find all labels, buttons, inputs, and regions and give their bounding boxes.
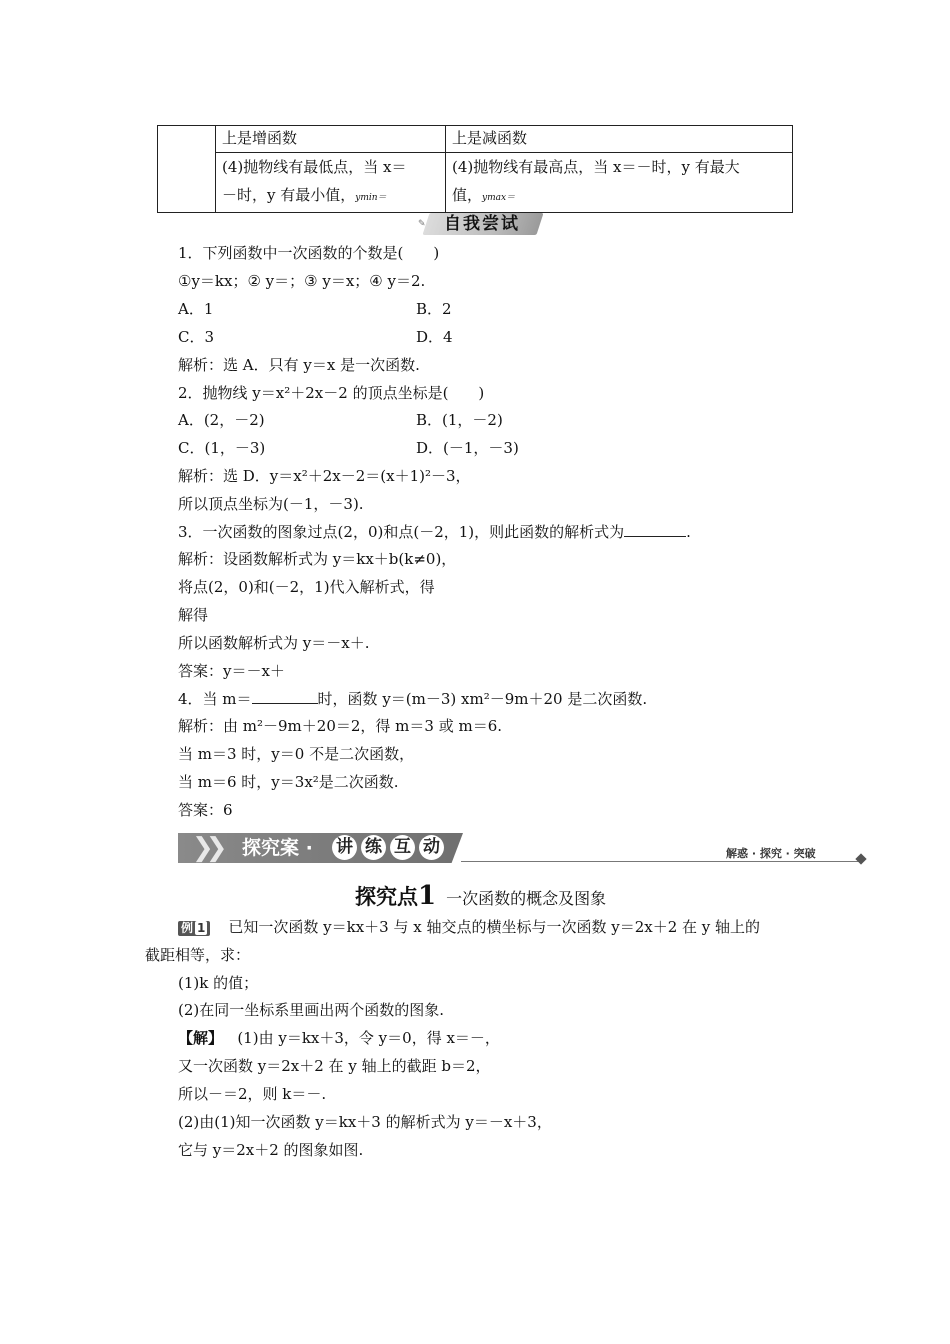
max-text-line2: 值， [452,186,483,204]
ymin-label: ymin＝ [355,193,387,203]
example-tag [178,921,210,936]
example-1-part1: (1)k 的值； [178,974,259,992]
q3-solution-line1: 解析：设函数解析式为 y＝kx＋b(k≠0)， [178,550,457,568]
min-text-line1: (4)抛物线有最低点，当 x＝ [222,158,407,176]
table-label-cell [158,126,216,213]
min-text-line2: －时，y 有最小值， [222,186,356,204]
example-1-part2: (2)在同一坐标系里画出两个函数的图象. [178,1001,445,1019]
q3-stem-end: . [686,523,691,541]
q3-solution-line4: 所以函数解析式为 y＝－x＋. [178,634,370,652]
example-1-line2: 截距相等，求： [145,946,251,964]
q1-choice-row2 [178,327,453,347]
section-heading-main [355,881,437,911]
section-heading-subtitle: 一次函数的概念及图象 [446,889,607,908]
q2-choice-row1 [178,410,503,430]
q1-options: ①y＝kx；② y＝；③ y＝x；④ y＝2. [178,272,426,290]
banner-char-3: 互 [390,835,415,860]
q2-choice-c: C．(1，－3) [178,439,266,457]
q3-answer-blank [624,522,686,537]
q3-solution-line3: 解得 [178,606,209,624]
solution-text-1: (1)由 y＝kx＋3，令 y＝0，得 x＝－， [237,1029,500,1047]
table-cell-max-point [446,153,793,213]
q1-choice-a: A．1 [178,300,214,318]
example-1-line1 [178,917,760,937]
banner-char-1: 讲 [332,835,357,860]
q1-stem: 1．下列函数中一次函数的个数是( ) [178,244,440,262]
q3-stem-text: 3．一次函数的图象过点(2，0)和点(－2，1)，则此函数的解析式为 [178,523,625,541]
example-number: 1 [197,921,206,935]
example-1-solution-line3: 所以－＝2，则 k＝－. [178,1085,327,1103]
banner-dot: · [305,837,313,859]
solution-tag: 【解】 [178,1029,224,1047]
section-heading-text: 探究点 [355,885,418,909]
table-cell-increasing: 上是增函数 [216,126,446,153]
self-trial-badge [418,211,542,237]
example-1-solution-line1 [178,1028,500,1048]
q4-solution-line1: 解析：由 m²－9m＋20＝2，得 m＝3 或 m＝6. [178,717,503,735]
banner-subtitle: 解惑 · 探究 · 突破 [726,847,816,860]
section-heading [355,881,606,911]
diamond-icon [855,853,866,864]
q4-stem [178,689,647,709]
q2-choice-row2 [178,438,519,458]
q3-solution-line2: 将点(2，0)和(－2，1)代入解析式，得 [178,578,435,596]
section-banner [178,833,868,867]
q4-stem-text: 4．当 m＝ [178,690,252,708]
q2-choice-b: B．(1，－2) [416,411,503,429]
ymax-label: ymax＝ [482,193,516,203]
function-property-table [157,125,793,213]
example-tag-text: 例 [181,921,194,935]
q3-answer: 答案：y＝－x＋ [178,662,285,680]
banner-char-2: 练 [361,835,386,860]
q4-answer: 答案：6 [178,801,233,819]
q4-solution-line3: 当 m＝6 时，y＝3x²是二次函数. [178,773,399,791]
q1-solution: 解析：选 A．只有 y＝x 是一次函数. [178,356,420,374]
q4-solution-line2: 当 m＝3 时，y＝0 不是二次函数， [178,745,415,763]
q2-choice-d: D．(－1，－3) [416,439,519,457]
double-chevron-icon: ❯❯ [192,833,220,863]
banner-title [242,836,313,860]
banner-rule [461,861,861,862]
q2-choice-a: A．(2，－2) [178,411,265,429]
max-text-line1: (4)抛物线有最高点，当 x＝－时，y 有最大 [452,158,740,176]
q2-solution-line2: 所以顶点坐标为(－1，－3). [178,495,364,513]
example-1-text-line1: 已知一次函数 y＝kx＋3 与 x 轴交点的横坐标与一次函数 y＝2x＋2 在 y 轴上的 [228,918,761,936]
q4-stem-end: 时，函数 y＝(m－3) xm²－9m＋20 是二次函数. [317,690,648,708]
table-cell-min-point [216,153,446,213]
q2-solution-line1: 解析：选 D．y＝x²＋2x－2＝(x＋1)²－3， [178,467,471,485]
badge-title: 自我尝试 [444,214,520,234]
section-number: 1 [418,881,437,911]
badge-decoration-icon: ✎ [418,219,426,229]
example-1-solution-line5: 它与 y＝2x＋2 的图象如图. [178,1141,364,1159]
q1-choice-c: C．3 [178,328,215,346]
q1-choice-b: B．2 [416,300,452,318]
table-cell-decreasing: 上是减函数 [446,126,793,153]
banner-char-4: 动 [419,835,444,860]
example-1-solution-line2: 又一次函数 y＝2x＋2 在 y 轴上的截距 b＝2， [178,1057,491,1075]
example-1-solution-line4: (2)由(1)知一次函数 y＝kx＋3 的解析式为 y＝－x＋3， [178,1113,552,1131]
q2-stem: 2．抛物线 y＝x²＋2x－2 的顶点坐标是( ) [178,384,485,402]
q1-choice-d: D．4 [416,328,453,346]
q3-stem [178,522,691,542]
banner-title-text: 探究案 [242,837,300,859]
q1-choice-row1 [178,299,452,319]
q4-answer-blank [252,689,318,704]
